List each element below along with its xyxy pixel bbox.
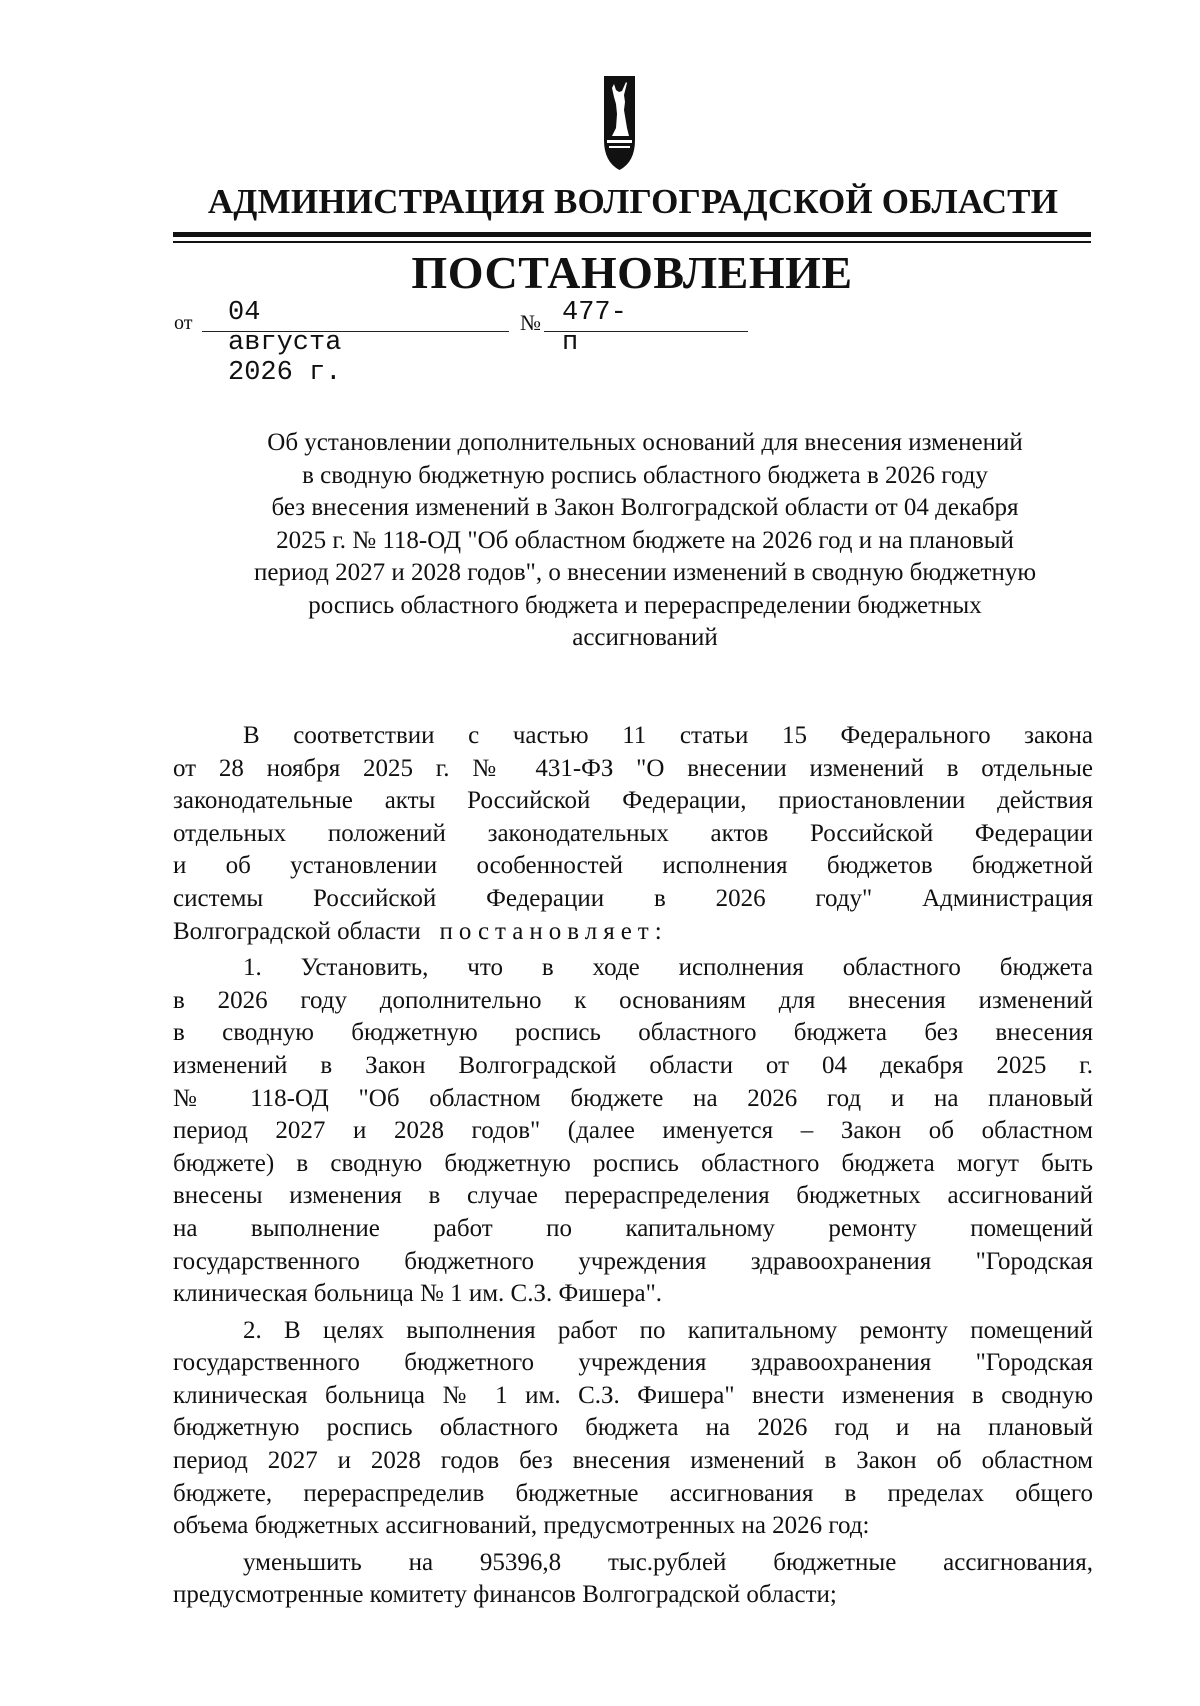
clause-1-paragraph	[173, 952, 1093, 1311]
title-line: Об установлении дополнительных оснований для внесения изменений	[267, 429, 1023, 456]
title-line: 2025 г. № 118-ОД "Об областном бюджете на 2026 год и на плановый	[276, 526, 1014, 554]
document-number: 477-п	[562, 298, 627, 358]
closing-text: Волгоградской области	[173, 917, 421, 945]
body-line: изменений в Закон Волгоградской области от 04 декабря 2025 г.	[173, 1051, 1093, 1079]
body-line: объема бюджетных ассигнований, предусмотренных на 2026 год:	[173, 1512, 870, 1540]
body-line: период 2027 и 2028 годов без внесения изменений в Закон об областном	[173, 1447, 1093, 1475]
body-line: внесены изменения в случае перераспределения бюджетных ассигнований	[173, 1182, 1093, 1210]
body-line: от 28 ноября 2025 г. № 431-ФЗ "О внесении изменений в отдельные	[173, 754, 1093, 782]
title-line: без внесения изменений в Закон Волгоградской области от 04 декабря	[271, 494, 1019, 521]
body-line: отдельных положений законодательных актов Российской Федерации	[173, 819, 1093, 847]
body-line: период 2027 и 2028 годов" (далее именуется – Закон об областном	[173, 1117, 1093, 1145]
document-date: 04 августа 2026 г.	[228, 298, 342, 388]
header-rule-thick	[173, 232, 1091, 237]
document-type: ПОСТАНОВЛЕНИЕ	[411, 247, 853, 298]
resolves-word: постановляет:	[439, 917, 668, 945]
volgograd-coat-of-arms-icon	[594, 70, 645, 173]
body-line: № 118-ОД "Об областном бюджете на 2026 год и на плановый	[173, 1084, 1093, 1112]
body-line: 2. В целях выполнения работ по капитальному ремонту помещений	[243, 1316, 1093, 1344]
body-line: системы Российской Федерации в 2026 году" Администрация	[173, 884, 1093, 912]
title-line: в сводную бюджетную роспись областного бюджета в 2026 году	[302, 461, 988, 489]
body-line: законодательные акты Российской Федерации, приостановлении действия	[173, 787, 1093, 815]
body-line: государственного бюджетного учреждения здравоохранения "Городская	[173, 1247, 1093, 1275]
title-line: период 2027 и 2028 годов", о внесении изменений в сводную бюджетную	[253, 559, 1037, 586]
body-line: в 2026 году дополнительно к основаниям для внесения изменений	[173, 986, 1093, 1014]
body-line: в сводную бюджетную роспись областного бюджета без внесения	[173, 1019, 1093, 1047]
reduction-paragraph	[173, 1547, 1093, 1612]
body-line: В соответствии с частью 11 статьи 15 Федерального закона	[243, 722, 1093, 749]
clause-2-paragraph	[173, 1315, 1093, 1543]
document-body	[173, 720, 1093, 1616]
date-label: от	[174, 312, 193, 334]
body-line: 1. Установить, что в ходе исполнения областного бюджета	[243, 954, 1093, 982]
body-line: бюджете) в сводную бюджетную роспись областного бюджета могут быть	[173, 1149, 1093, 1177]
body-line: бюджетную роспись областного бюджета на 2026 год и на плановый	[173, 1414, 1093, 1442]
body-line: уменьшить на 95396,8 тыс.рублей бюджетные ассигнования,	[243, 1548, 1093, 1576]
body-line: на выполнение работ по капитальному ремонту помещений	[173, 1214, 1093, 1242]
body-line: предусмотренные комитету финансов Волгоградской области;	[173, 1581, 837, 1609]
header-rule-thin	[173, 241, 1091, 243]
body-line: государственного бюджетного учреждения здравоохранения "Городская	[173, 1349, 1093, 1377]
organization-name: АДМИНИСТРАЦИЯ ВОЛГОГРАДСКОЙ ОБЛАСТИ	[207, 182, 1059, 221]
preamble-paragraph	[173, 720, 1093, 948]
body-line: клиническая больница № 1 им. С.З. Фишера".	[173, 1280, 663, 1308]
body-line: и об установлении особенностей исполнения бюджетов бюджетной	[173, 852, 1093, 880]
document-title	[190, 427, 1100, 655]
title-line: ассигнований	[572, 624, 718, 651]
body-line: бюджете, перераспределив бюджетные ассигнования в пределах общего	[173, 1479, 1093, 1507]
number-label: №	[520, 310, 541, 335]
body-line: клиническая больница № 1 им. С.З. Фишера" внести изменения в сводную	[173, 1381, 1093, 1409]
title-line: роспись областного бюджета и перераспределении бюджетных	[308, 591, 982, 619]
body-line	[173, 916, 1093, 949]
